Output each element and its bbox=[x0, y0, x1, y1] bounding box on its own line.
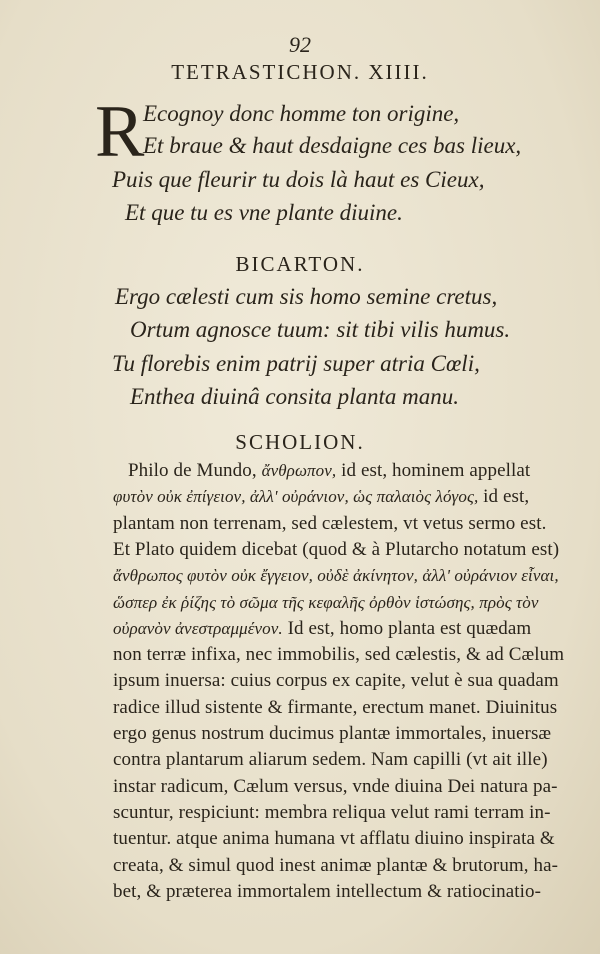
drop-cap: R bbox=[95, 91, 145, 173]
latin-text: tuentur. atque anima humana vt afflatu diuino inspirata & bbox=[113, 828, 555, 850]
latin-text: Et Plato quidem dicebat (quod & à Plutarcho notatum est) bbox=[113, 538, 560, 560]
latin-text: instar radicum, Cælum versus, vnde diuina Dei natura pa- bbox=[113, 775, 558, 797]
latin-text: ipsum inuersa: cuius corpus ex capite, velut è sua quadam bbox=[113, 670, 559, 692]
latin-text: creata, & simul quod inest animæ plantæ & brutorum, ha- bbox=[113, 854, 559, 876]
scholion-line bbox=[113, 618, 531, 640]
latin-text: Philo de Mundo, bbox=[128, 460, 262, 481]
latin-text: Id est, homo planta est quædam bbox=[282, 617, 532, 639]
tetrastichon-heading: TETRASTICHON. XIIII. bbox=[171, 60, 429, 84]
scholion-line bbox=[128, 460, 530, 482]
scholion-heading: SCHOLION. bbox=[235, 430, 365, 454]
latin-text: ergo genus nostrum ducimus plantæ immortales, inuersæ bbox=[113, 723, 552, 744]
latin-text: plantam non terrenam, sed cælestem, vt vetus sermo est. bbox=[113, 512, 547, 534]
scholion-line bbox=[113, 644, 564, 666]
latin-text: contra plantarum aliarum sedem. Nam capilli (vt ait ille) bbox=[113, 749, 548, 771]
tetrastichon-line-1: Ecognoy donc homme ton origine, bbox=[143, 101, 460, 126]
latin-text: id est, hominem appellat bbox=[336, 460, 531, 481]
latin-text: bet, & præterea immortalem intellectum & ratiocinatio- bbox=[113, 880, 542, 902]
scholion-line bbox=[113, 697, 557, 719]
bicarton-line-2: Ortum agnosce tuum: sit tibi vilis humus. bbox=[130, 317, 511, 342]
scholion-line bbox=[113, 592, 538, 614]
scholion-line bbox=[113, 828, 555, 850]
scholion-line bbox=[113, 749, 548, 771]
scholion-line bbox=[113, 486, 529, 508]
scholion-line bbox=[113, 802, 551, 824]
scholion-line bbox=[113, 723, 551, 745]
greek-text: φυτὸν οὐκ ἐπίγειον, ἀλλ' οὐράνιον, ὡς παλαιὸς λόγος, bbox=[113, 487, 479, 507]
bicarton-line-4: Enthea diuinâ consita planta manu. bbox=[130, 384, 460, 409]
scholion-line bbox=[113, 776, 558, 798]
greek-text: ἄνθρωπον, bbox=[261, 461, 337, 480]
latin-text: non terræ infixa, nec immobilis, sed cælestis, & ad Cælum bbox=[113, 644, 565, 666]
bicarton-heading: BICARTON. bbox=[235, 252, 365, 276]
bicarton-line-1: Ergo cælesti cum sis homo semine cretus, bbox=[115, 284, 498, 309]
scholion-line bbox=[113, 881, 541, 903]
greek-text: ἄνθρωπος φυτὸν οὐκ ἔγγειον, οὐδὲ ἀκίνητον, ἀλλ' οὐράνιον εἶναι, bbox=[113, 566, 559, 586]
scholion-line bbox=[113, 513, 546, 535]
latin-text: scuntur, respiciunt: membra reliqua velut rami terram in- bbox=[113, 801, 551, 823]
scholion-line bbox=[113, 670, 559, 692]
page-number: 92 bbox=[289, 32, 311, 57]
scholion-line bbox=[113, 855, 558, 877]
scholion-line bbox=[113, 565, 559, 587]
greek-text: οὐρανὸν ἀνεστραμμένον. bbox=[113, 618, 283, 638]
bicarton-line-3: Tu florebis enim patrij super atria Cœli, bbox=[112, 351, 480, 376]
greek-text: ὥσπερ ἐκ ῥίζης τὸ σῶμα τῆς κεφαλῆς ὀρθὸν ἱστώσης, πρὸς τὸν bbox=[113, 592, 539, 612]
tetrastichon-line-4: Et que tu es vne plante diuine. bbox=[125, 200, 403, 225]
tetrastichon-line-2: Et braue & haut desdaigne ces bas lieux, bbox=[143, 133, 522, 158]
tetrastichon-line-3: Puis que fleurir tu dois là haut es Cieux, bbox=[112, 167, 485, 192]
latin-text: radice illud sistente & firmante, erectum manet. Diuinitus bbox=[113, 696, 558, 718]
scholion-line bbox=[113, 539, 559, 561]
latin-text: id est, bbox=[478, 486, 530, 508]
